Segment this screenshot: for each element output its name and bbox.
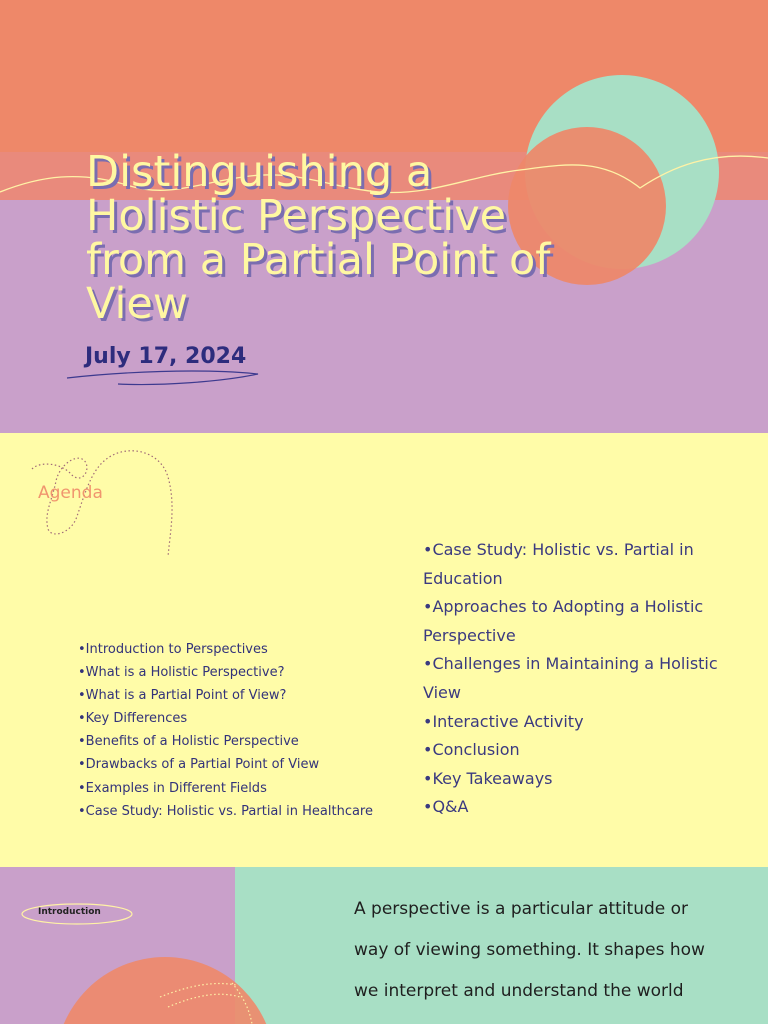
scribble-decoration	[0, 433, 200, 573]
agenda-item: •Challenges in Maintaining a Holistic View	[423, 654, 718, 702]
presentation-title: Distinguishing a Holistic Perspective from a Partial Point of View	[86, 147, 551, 329]
agenda-item: •Interactive Activity	[423, 711, 584, 731]
agenda-item: •Drawbacks of a Partial Point of View	[78, 757, 320, 773]
intro-decoration	[0, 867, 300, 1024]
agenda-item: •Case Study: Holistic vs. Partial in Healthcare	[78, 803, 373, 819]
agenda-item: •Case Study: Holistic vs. Partial in Education	[423, 540, 694, 588]
agenda-item: •Q&A	[423, 797, 469, 817]
agenda-heading: Agenda	[38, 483, 103, 503]
date-underline	[67, 371, 258, 384]
agenda-item: •Key Takeaways	[423, 768, 553, 788]
agenda-item: •What is a Partial Point of View?	[78, 688, 287, 704]
agenda-item: •Introduction to Perspectives	[78, 642, 268, 657]
agenda-slide	[0, 433, 768, 867]
agenda-item: •What is a Holistic Perspective?	[78, 665, 285, 681]
agenda-item: •Benefits of a Holistic Perspective	[78, 734, 299, 750]
agenda-item: •Conclusion	[423, 740, 520, 760]
agenda-list-right	[423, 536, 743, 822]
presentation-date: July 17, 2024	[85, 344, 247, 369]
agenda-list-left	[78, 638, 373, 823]
agenda-item: •Approaches to Adopting a Holistic Perspective	[423, 597, 704, 645]
agenda-item: •Examples in Different Fields	[78, 780, 267, 796]
agenda-item: •Key Differences	[78, 711, 188, 727]
section-label: Introduction	[38, 907, 101, 917]
intro-body-text: A perspective is a particular attitude or way of viewing something. It shapes how we interpret and understand the world	[354, 899, 705, 1001]
title-slide	[0, 0, 768, 433]
introduction-slide	[0, 867, 768, 1024]
